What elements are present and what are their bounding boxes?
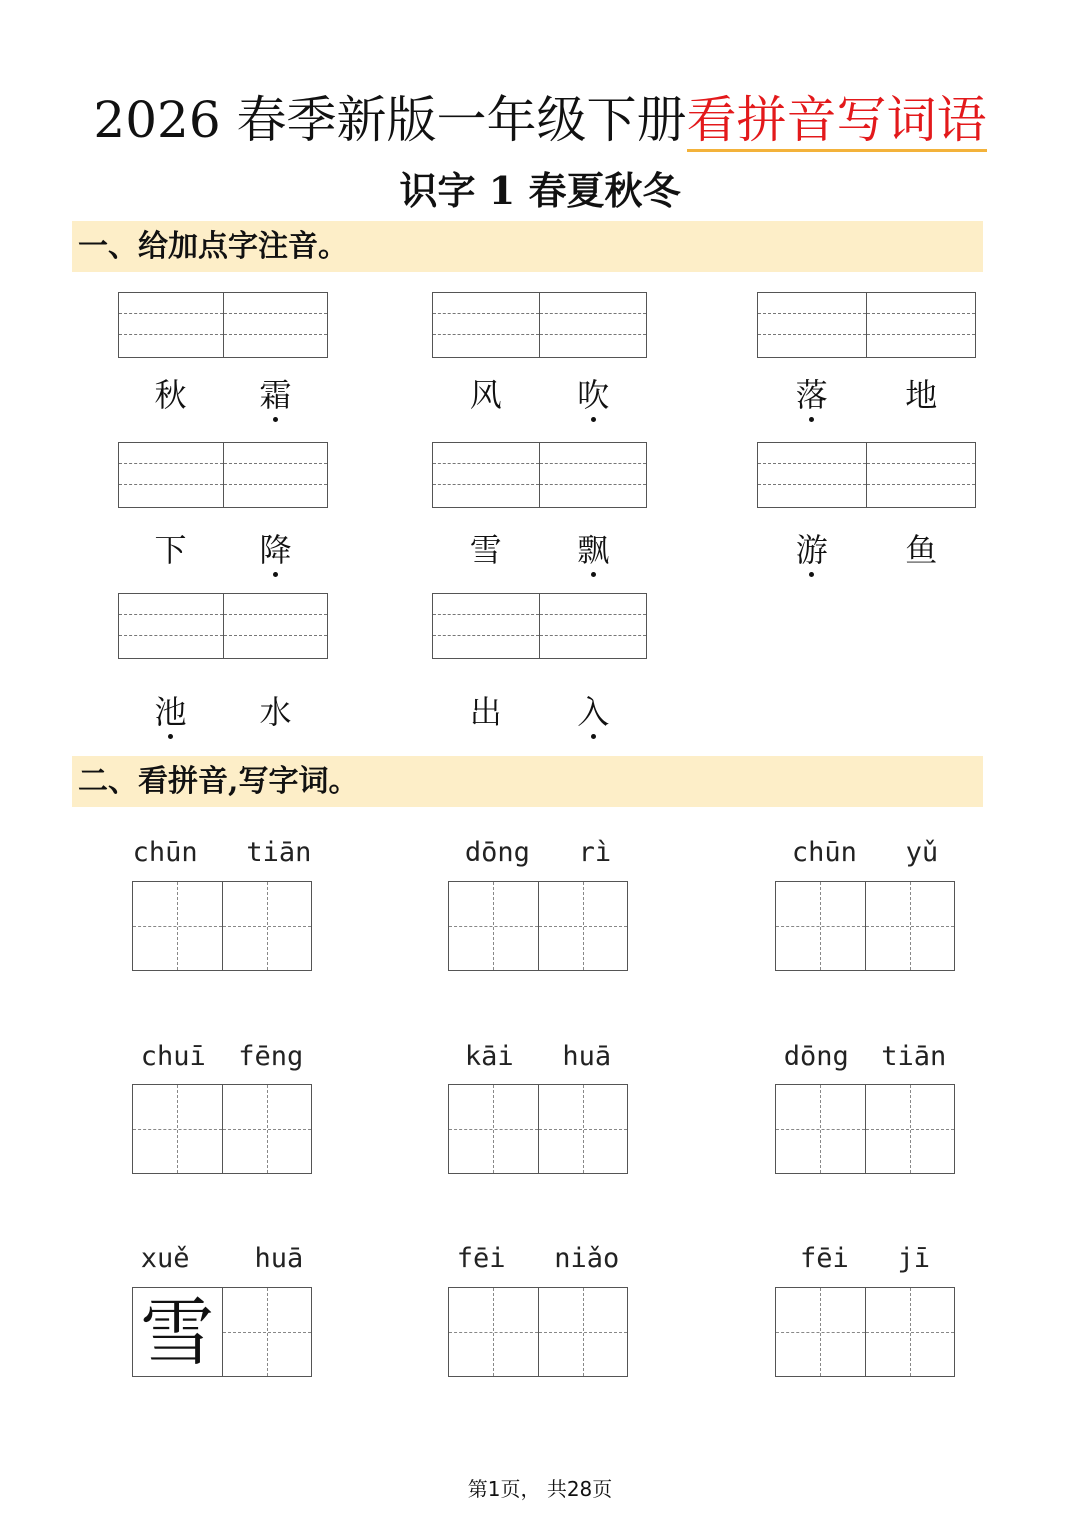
tianzi-cell[interactable] — [776, 882, 865, 970]
tianzi-grid[interactable] — [132, 1287, 312, 1377]
tianzi-cell[interactable] — [538, 1085, 628, 1173]
character: 秋 — [154, 376, 187, 414]
tianzi-cell[interactable] — [776, 1288, 865, 1376]
pinyin-cell[interactable] — [758, 443, 866, 507]
pinyin-cell[interactable] — [223, 443, 328, 507]
sample-character: 雪 — [133, 1288, 222, 1376]
character: 风 — [469, 376, 502, 414]
page-number: 第1页， 共28页 — [467, 1477, 613, 1501]
tianzi-cell[interactable] — [222, 1288, 312, 1376]
pinyin-cell[interactable] — [539, 293, 646, 357]
dotted-character: 池 — [154, 693, 187, 731]
dotted-character: 游 — [795, 531, 828, 569]
pinyin-cell[interactable] — [433, 293, 539, 357]
tianzi-cell[interactable] — [133, 882, 222, 970]
tianzi-grid[interactable] — [132, 1084, 312, 1174]
word-characters — [432, 530, 647, 570]
pinyin-prompt: chuī fēng — [140, 1041, 304, 1072]
tianzi-grid[interactable] — [448, 881, 628, 971]
character: 出 — [469, 693, 502, 731]
tianzi-cell[interactable] — [133, 1085, 222, 1173]
tianzi-cell[interactable] — [865, 882, 955, 970]
lesson-subtitle: 识字 1 春夏秋冬 — [399, 168, 681, 213]
pinyin-cell[interactable] — [223, 293, 328, 357]
character: 鱼 — [905, 531, 938, 569]
character: 雪 — [469, 531, 502, 569]
pinyin-cell[interactable] — [119, 293, 223, 357]
word-characters — [757, 375, 976, 415]
pinyin-cell[interactable] — [223, 594, 328, 658]
tianzi-grid[interactable] — [448, 1287, 628, 1377]
tianzi-cell[interactable] — [538, 882, 628, 970]
pinyin-prompt: fēi jī — [799, 1243, 931, 1274]
pinyin-prompt: fēi niǎo — [456, 1243, 620, 1274]
word-characters — [432, 375, 647, 415]
pinyin-prompt: dōng rì — [464, 837, 612, 868]
tianzi-cell[interactable] — [449, 882, 538, 970]
section-heading-1: 一、给加点字注音。 — [72, 221, 983, 272]
pinyin-answer-box[interactable] — [432, 442, 647, 508]
pinyin-prompt: kāi huā — [464, 1041, 612, 1072]
pinyin-answer-box[interactable] — [757, 442, 976, 508]
tianzi-cell[interactable] — [865, 1288, 955, 1376]
pinyin-cell[interactable] — [866, 443, 975, 507]
pinyin-prompt: chūn tiān — [132, 837, 312, 868]
dotted-character: 霜 — [259, 376, 292, 414]
title-highlight: 看拼音写词语 — [687, 91, 987, 152]
pinyin-cell[interactable] — [866, 293, 975, 357]
tianzi-cell[interactable] — [222, 882, 312, 970]
dotted-character: 落 — [795, 376, 828, 414]
title-prefix: 2026 春季新版一年级下册 — [93, 91, 687, 149]
character: 下 — [154, 531, 187, 569]
pinyin-cell[interactable] — [119, 443, 223, 507]
pinyin-cell[interactable] — [433, 443, 539, 507]
word-characters — [757, 530, 976, 570]
pinyin-cell[interactable] — [758, 293, 866, 357]
tianzi-cell[interactable] — [222, 1085, 312, 1173]
tianzi-cell[interactable] — [865, 1085, 955, 1173]
pinyin-answer-box[interactable] — [118, 593, 328, 659]
word-characters — [118, 375, 328, 415]
word-characters — [432, 692, 647, 732]
pinyin-prompt: dōng tiān — [783, 1041, 947, 1072]
word-characters — [118, 692, 328, 732]
pinyin-answer-box[interactable] — [432, 593, 647, 659]
pinyin-cell[interactable] — [433, 594, 539, 658]
pinyin-cell[interactable] — [119, 594, 223, 658]
tianzi-cell[interactable] — [449, 1085, 538, 1173]
tianzi-grid[interactable] — [775, 1287, 955, 1377]
word-characters — [118, 530, 328, 570]
tianzi-grid[interactable] — [448, 1084, 628, 1174]
tianzi-cell[interactable] — [449, 1288, 538, 1376]
dotted-character: 入 — [577, 693, 610, 731]
pinyin-answer-box[interactable] — [118, 442, 328, 508]
dotted-character: 吹 — [577, 376, 610, 414]
section-heading-2: 二、看拼音,写字词。 — [72, 756, 983, 807]
pinyin-cell[interactable] — [539, 443, 646, 507]
character: 水 — [259, 693, 292, 731]
tianzi-grid[interactable] — [775, 881, 955, 971]
pinyin-cell[interactable] — [539, 594, 646, 658]
tianzi-grid[interactable] — [775, 1084, 955, 1174]
pinyin-answer-box[interactable] — [118, 292, 328, 358]
tianzi-cell[interactable] — [776, 1085, 865, 1173]
page-title — [0, 88, 1080, 152]
dotted-character: 降 — [259, 531, 292, 569]
character: 地 — [905, 376, 938, 414]
pinyin-answer-box[interactable] — [432, 292, 647, 358]
tianzi-cell[interactable] — [133, 1288, 222, 1376]
pinyin-answer-box[interactable] — [757, 292, 976, 358]
tianzi-grid[interactable] — [132, 881, 312, 971]
dotted-character: 飘 — [577, 531, 610, 569]
pinyin-prompt: xuě huā — [140, 1243, 304, 1274]
pinyin-prompt: chūn yǔ — [791, 837, 939, 868]
tianzi-cell[interactable] — [538, 1288, 628, 1376]
